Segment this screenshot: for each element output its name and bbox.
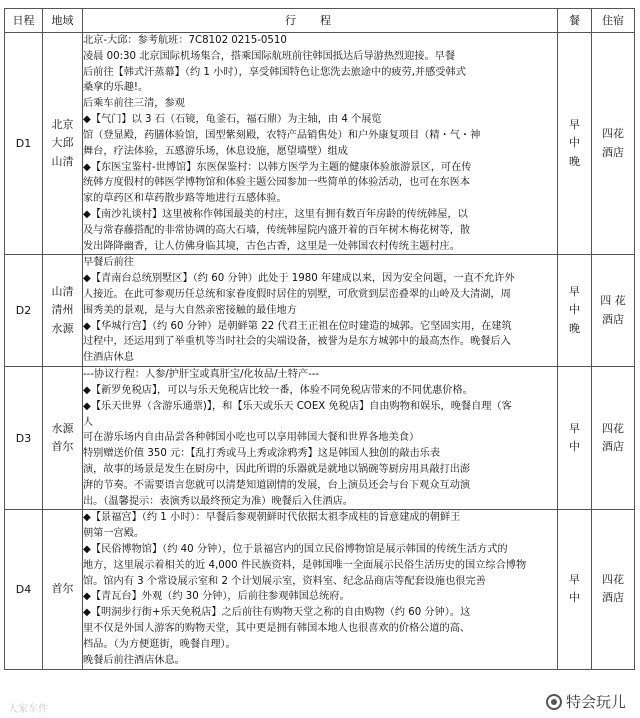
itinerary-line: 演，故事的场景是发生在厨房中，因此所谓的乐器就是就地以锅碗等厨房用具敲打出澎 bbox=[83, 463, 471, 475]
meal-item: 早 bbox=[569, 421, 580, 435]
watermark-right-text: 特会玩儿 bbox=[565, 693, 626, 711]
itinerary-line: 及与常春藤搭配的非常协调的高大石墙，传统韩屋院内盛开着的百年树木梅花树等，散 bbox=[83, 224, 471, 236]
place-name: 北京 bbox=[51, 117, 74, 131]
day-row bbox=[5, 255, 635, 367]
itinerary-line: 桑拿的乐趣!。 bbox=[83, 82, 149, 94]
meal-item: 中 bbox=[569, 303, 580, 317]
meal-item: 中 bbox=[569, 440, 580, 454]
itinerary-line: 过程中，还运用到了举重机等当时社会的尖端设备，被誉为是东方城郭中的最高杰作。晚餐后入 bbox=[83, 336, 511, 348]
day-row bbox=[5, 33, 635, 255]
meal-item: 早 bbox=[569, 117, 580, 131]
hotel-name: 四花 bbox=[602, 127, 624, 140]
place-cell bbox=[43, 255, 83, 367]
meal-item: 早 bbox=[569, 572, 580, 586]
place-name: 山清 bbox=[51, 284, 74, 298]
header-place: 地域 bbox=[43, 9, 83, 33]
itinerary-line: 后前往【韩式汗蒸幕】（约 1 小时），享受韩国特色让您洗去旅途中的疲劳,并感受韩式 bbox=[83, 66, 466, 78]
itinerary-line: 里不仅是外国人游客的购物天堂，其中更是拥有韩国本地人也很喜欢的价格公道的高、 bbox=[83, 623, 471, 635]
place-name: 水源 bbox=[51, 421, 74, 435]
itinerary-line: ◆【明洞步行街+乐天免税店】之后前往有购物天堂之称的自由购物（约 60 分钟）。这 bbox=[83, 607, 471, 619]
meal-cell bbox=[558, 255, 592, 367]
day-cell: D3 bbox=[5, 367, 43, 510]
meal-cell bbox=[558, 33, 592, 255]
hotel-cell bbox=[592, 510, 635, 669]
itinerary-line: 人接近。在此可参观历任总统和家眷度假时居住的别墅，可欣赏到层峦叠翠的山岭及大清湖，周 bbox=[83, 289, 511, 300]
day-cell: D4 bbox=[5, 510, 43, 669]
header-meal: 餐 bbox=[558, 9, 592, 33]
itinerary-line: 特别赠送价值 350 元：【乱打秀或马上秀或涂鸦秀】这是韩国人独创的敲击乐表 bbox=[83, 448, 441, 460]
watermark-left: 人家车件 bbox=[8, 704, 48, 715]
meal-item: 晚 bbox=[569, 155, 580, 169]
itinerary-line: 凌晨 00:30 北京国际机场集合，搭乘国际航班前往韩国抵达后导游热烈迎接。早餐 bbox=[83, 50, 456, 62]
meal-cell bbox=[558, 510, 592, 669]
itinerary-line: 北京-大邱：参考航班：7C8102 0215-0510 bbox=[83, 35, 287, 46]
itinerary-line: 馆。馆内有 3 个常设展示室和 2 个计划展示室，资料室、纪念品商店等配套设施也很完善 bbox=[83, 575, 486, 587]
itinerary-line: ◆【东医宝鉴村-世博馆】东医保鉴村：以韩方医学为主题的健康体验旅游景区，可在传 bbox=[83, 161, 472, 173]
itinerary-table bbox=[4, 8, 635, 670]
meal-item: 晚 bbox=[569, 322, 580, 336]
itinerary-line: 湃的节奏。不需要语言您就可以清楚知道剧情的发展，台上演员还会与台下观众互动演 bbox=[83, 479, 471, 491]
itinerary-cell bbox=[83, 510, 558, 669]
day-cell: D1 bbox=[5, 33, 43, 255]
place-name: 清州 bbox=[51, 303, 74, 317]
hotel-cell bbox=[592, 367, 635, 510]
itinerary-line: 后乘车前往三清，参观 bbox=[83, 98, 185, 110]
header-row bbox=[5, 9, 635, 33]
itinerary-line: ◆【青南台总统别墅区】（约 60 分钟）此处于 1980 年建成以来，因为安全问题，一直不允许外 bbox=[83, 273, 515, 285]
hotel-name: 四 花 bbox=[600, 294, 626, 308]
place-cell bbox=[43, 367, 83, 510]
itinerary-line: 晚餐后前往酒店休息。 bbox=[83, 654, 185, 666]
itinerary-line: 地方，这里展示着相关的近 4,000 件民族资料，是韩国唯一全面展示民俗生活历史的国立综合博物 bbox=[83, 559, 527, 571]
watermark-right bbox=[546, 691, 626, 712]
itinerary-line: 人 bbox=[83, 416, 94, 428]
itinerary-line: ---协议行程：人参/护肝宝或真肝宝/化妆品/土特产--- bbox=[83, 369, 320, 381]
itinerary-line: ◆【景福宫】（约 1 小时）：早餐后参观朝鲜时代依据太祖李成桂的旨意建成的朝鲜王 bbox=[83, 512, 461, 524]
hotel-name: 酒店 bbox=[602, 591, 624, 605]
itinerary-line: 可在游乐场内自由品尝各种韩国小吃也可以享用韩国大餐和世界各地美食） bbox=[83, 432, 420, 444]
itinerary-line: ◆【民俗博物馆】（约 40 分钟），位于景福宫内的国立民俗博物馆是展示韩国的传统生活方式的 bbox=[83, 544, 508, 555]
header-hotel: 住宿 bbox=[592, 9, 635, 33]
hotel-name: 酒店 bbox=[602, 440, 624, 454]
day-cell: D2 bbox=[5, 255, 43, 367]
meal-item: 中 bbox=[569, 591, 580, 605]
hotel-name: 四花 bbox=[602, 421, 624, 435]
hotel-cell bbox=[592, 255, 635, 367]
hotel-cell bbox=[592, 33, 635, 255]
meal-item: 早 bbox=[569, 284, 580, 298]
itinerary-line: 发出降降幽香，让人仿佛身临其境，古色古香，这里是一处韩国农村传统主题村庄。 bbox=[83, 240, 460, 252]
itinerary-line: 住酒店休息 bbox=[83, 352, 134, 364]
header-day: 日程 bbox=[5, 9, 43, 33]
itinerary-cell bbox=[83, 255, 558, 367]
wechat-logo-icon bbox=[546, 694, 562, 710]
itinerary-line: ◆【青瓦台】外观（约 30 分钟），后前往参观韩国总统府。 bbox=[83, 591, 350, 603]
itinerary-line: 舞台，疗法体验，五感游乐场，休息设施，愿望墙壁）组成 bbox=[83, 145, 348, 157]
place-cell bbox=[43, 33, 83, 255]
meal-item: 中 bbox=[569, 136, 580, 150]
place-cell bbox=[43, 510, 83, 669]
itinerary-line: 朝第一宫殿。 bbox=[83, 528, 145, 540]
header-itinerary: 行程 bbox=[83, 9, 558, 33]
hotel-name: 酒店 bbox=[602, 312, 624, 326]
itinerary-line: 围秀美的景观，是与大自然亲密接触的最佳地方 bbox=[83, 304, 297, 316]
place-name: 首尔 bbox=[51, 440, 74, 454]
place-name: 首尔 bbox=[51, 582, 74, 596]
itinerary-line: 早餐后前往 bbox=[83, 257, 134, 269]
itinerary-line: 家的草药区和草药散步路等地进行五感体验。 bbox=[83, 193, 287, 205]
itinerary-line: ◆【南沙礼谈村】这里被称作韩国最美的村庄，这里有拥有数百年房龄的传统韩屋，以 bbox=[83, 208, 468, 220]
meal-cell bbox=[558, 367, 592, 510]
place-name: 大邱 bbox=[51, 136, 74, 150]
itinerary-line: 馆（登显殿，药膳体验馆，国型紫刻殿，农特产品销售处）和户外康复项目（精・气・神 bbox=[83, 129, 481, 141]
itinerary-cell bbox=[83, 367, 558, 510]
hotel-name: 四花 bbox=[602, 572, 624, 586]
day-row bbox=[5, 510, 635, 669]
itinerary-cell bbox=[83, 33, 558, 255]
itinerary-line: ◆【新罗免税店】，可以与乐天免税店比较一番，体验不同免税店带来的不同优惠价格。 bbox=[83, 384, 473, 396]
itinerary-line: 出。（温馨提示：表演秀以最终预定为准）晚餐后入住酒店。 bbox=[83, 495, 353, 507]
itinerary-line: ◆【气门】以 3 石（石镜，龟釜石，福石鼎）为主轴，由 4 个展览 bbox=[83, 114, 382, 126]
place-name: 山清 bbox=[51, 155, 74, 169]
itinerary-line: ◆【乐天世界（含游乐通票)】，和【乐天或乐天 COEX 免税店】自由购物和娱乐，晚餐自理（客 bbox=[83, 400, 512, 412]
itinerary-line: 档品。（为方便逛街，晚餐自理）。 bbox=[83, 638, 236, 650]
itinerary-line: 统韩方度假村的韩医学博物馆和体验主题公园参加一些简单的体验活动，也可在东医本 bbox=[83, 177, 471, 189]
day-row bbox=[5, 367, 635, 510]
place-name: 水源 bbox=[51, 322, 74, 336]
itinerary-line: ◆【华城行宫】（约 60 分钟）是朝鲜第 22 代君王正祖在位时建造的城郭。它坚固实用，在建筑 bbox=[83, 320, 512, 332]
hotel-name: 酒店 bbox=[602, 145, 624, 159]
